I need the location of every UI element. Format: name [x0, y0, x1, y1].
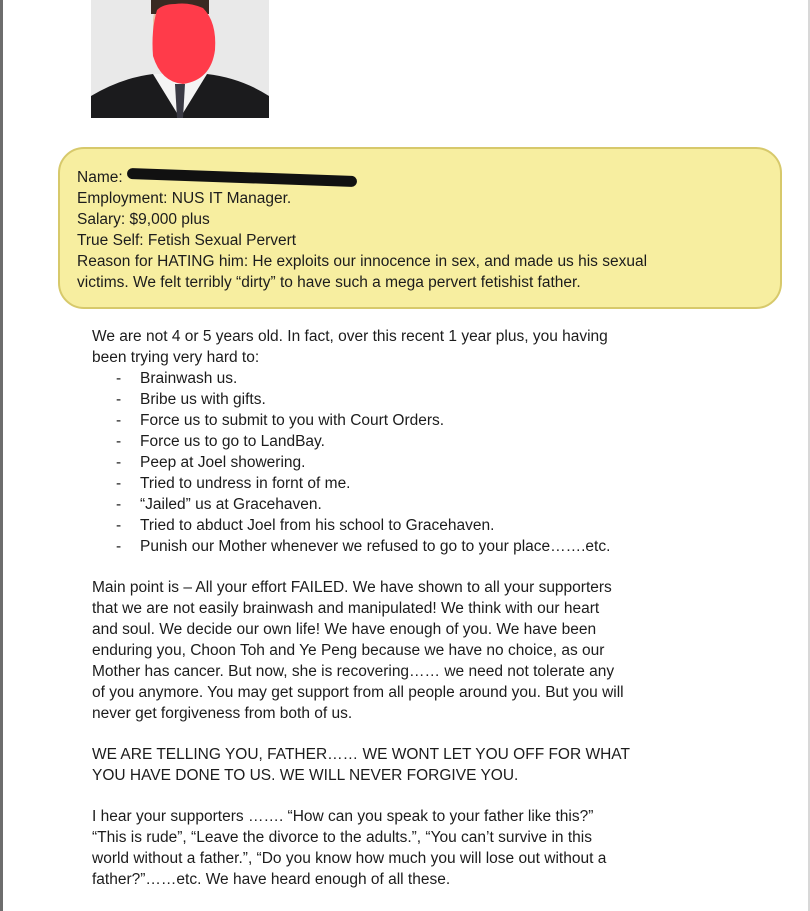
text-line: YOU HAVE DONE TO US. WE WILL NEVER FORGIVE YOU. — [92, 767, 519, 784]
redacted-photo — [91, 0, 269, 118]
text-line: that we are not easily brainwash and manipulated! We think with our heart — [92, 600, 600, 617]
salary-line: Salary: $9,000 plus — [77, 211, 210, 228]
text-line: Tried to abduct Joel from his school to Gracehaven. — [140, 517, 495, 534]
text-line: Brainwash us. — [140, 370, 238, 387]
list-item: - Bribe us with gifts. — [116, 391, 266, 408]
list-item: - Tried to abduct Joel from his school to Gracehaven. — [116, 517, 495, 534]
text-line: Peep at Joel showering. — [140, 454, 306, 471]
text-line: world without a father.”, “Do you know how much you will lose out without a — [92, 850, 607, 867]
list-item: - “Jailed” us at Gracehaven. — [116, 496, 322, 513]
text-line: father?”……etc. We have heard enough of all these. — [92, 871, 451, 888]
list-item: - Peep at Joel showering. — [116, 454, 306, 471]
true-self-line: True Self: Fetish Sexual Pervert — [77, 232, 297, 249]
list-item: - Punish our Mother whenever we refused to go to your place…….etc. — [116, 538, 611, 555]
info-highlight-box — [58, 147, 782, 309]
intro-line-2: been trying very hard to: — [92, 349, 260, 366]
supporters-paragraph — [92, 806, 782, 890]
page-edge-left — [0, 0, 3, 911]
main-point-paragraph — [92, 577, 782, 724]
list-item: - Brainwash us. — [116, 370, 238, 387]
reason-line-1: Reason for HATING him: He exploits our innocence in sex, and made us his sexual — [77, 253, 648, 270]
text-line: Bribe us with gifts. — [140, 391, 266, 408]
intro-paragraph — [92, 326, 782, 368]
name-redaction-mark — [127, 168, 357, 187]
name-label: Name: — [77, 169, 123, 186]
text-line: Force us to submit to you with Court Orders. — [140, 412, 445, 429]
text-line: Tried to undress in fornt of me. — [140, 475, 351, 492]
text-line: Mother has cancer. But now, she is recovering…… we need not tolerate any — [92, 663, 615, 680]
text-line: Main point is – All your effort FAILED. We have shown to all your supporters — [92, 579, 612, 596]
text-line: and soul. We decide our own life! We have enough of you. We have been — [92, 621, 597, 638]
intro-line-1: We are not 4 or 5 years old. In fact, over this recent 1 year plus, you having — [92, 328, 608, 345]
text-line: I hear your supporters ……. “How can you speak to your father like this?” — [92, 808, 594, 825]
text-line: Punish our Mother whenever we refused to go to your place…….etc. — [140, 538, 611, 555]
text-line: “This is rude”, “Leave the divorce to the adults.”, “You can’t survive in this — [92, 829, 592, 846]
text-line: WE ARE TELLING YOU, FATHER…… WE WONT LET YOU OFF FOR WHAT — [92, 746, 630, 763]
employment-line: Employment: NUS IT Manager. — [77, 190, 292, 207]
list-item: - Force us to submit to you with Court Orders. — [116, 412, 445, 429]
reason-line-2: victims. We felt terribly “dirty” to have such a mega pervert fetishist father. — [77, 274, 581, 291]
text-line: Force us to go to LandBay. — [140, 433, 325, 450]
text-line: enduring you, Choon Toh and Ye Peng because we have no choice, as our — [92, 642, 605, 659]
warning-paragraph — [92, 744, 782, 786]
text-line: “Jailed” us at Gracehaven. — [140, 496, 322, 513]
text-line: of you anymore. You may get support from all people around you. But you will — [92, 684, 624, 701]
text-line: never get forgiveness from both of us. — [92, 705, 353, 722]
name-line — [77, 167, 764, 188]
list-item: - Force us to go to LandBay. — [116, 433, 325, 450]
list-item: - Tried to undress in fornt of me. — [116, 475, 351, 492]
letter-body — [92, 326, 782, 890]
grievance-list — [92, 368, 782, 557]
